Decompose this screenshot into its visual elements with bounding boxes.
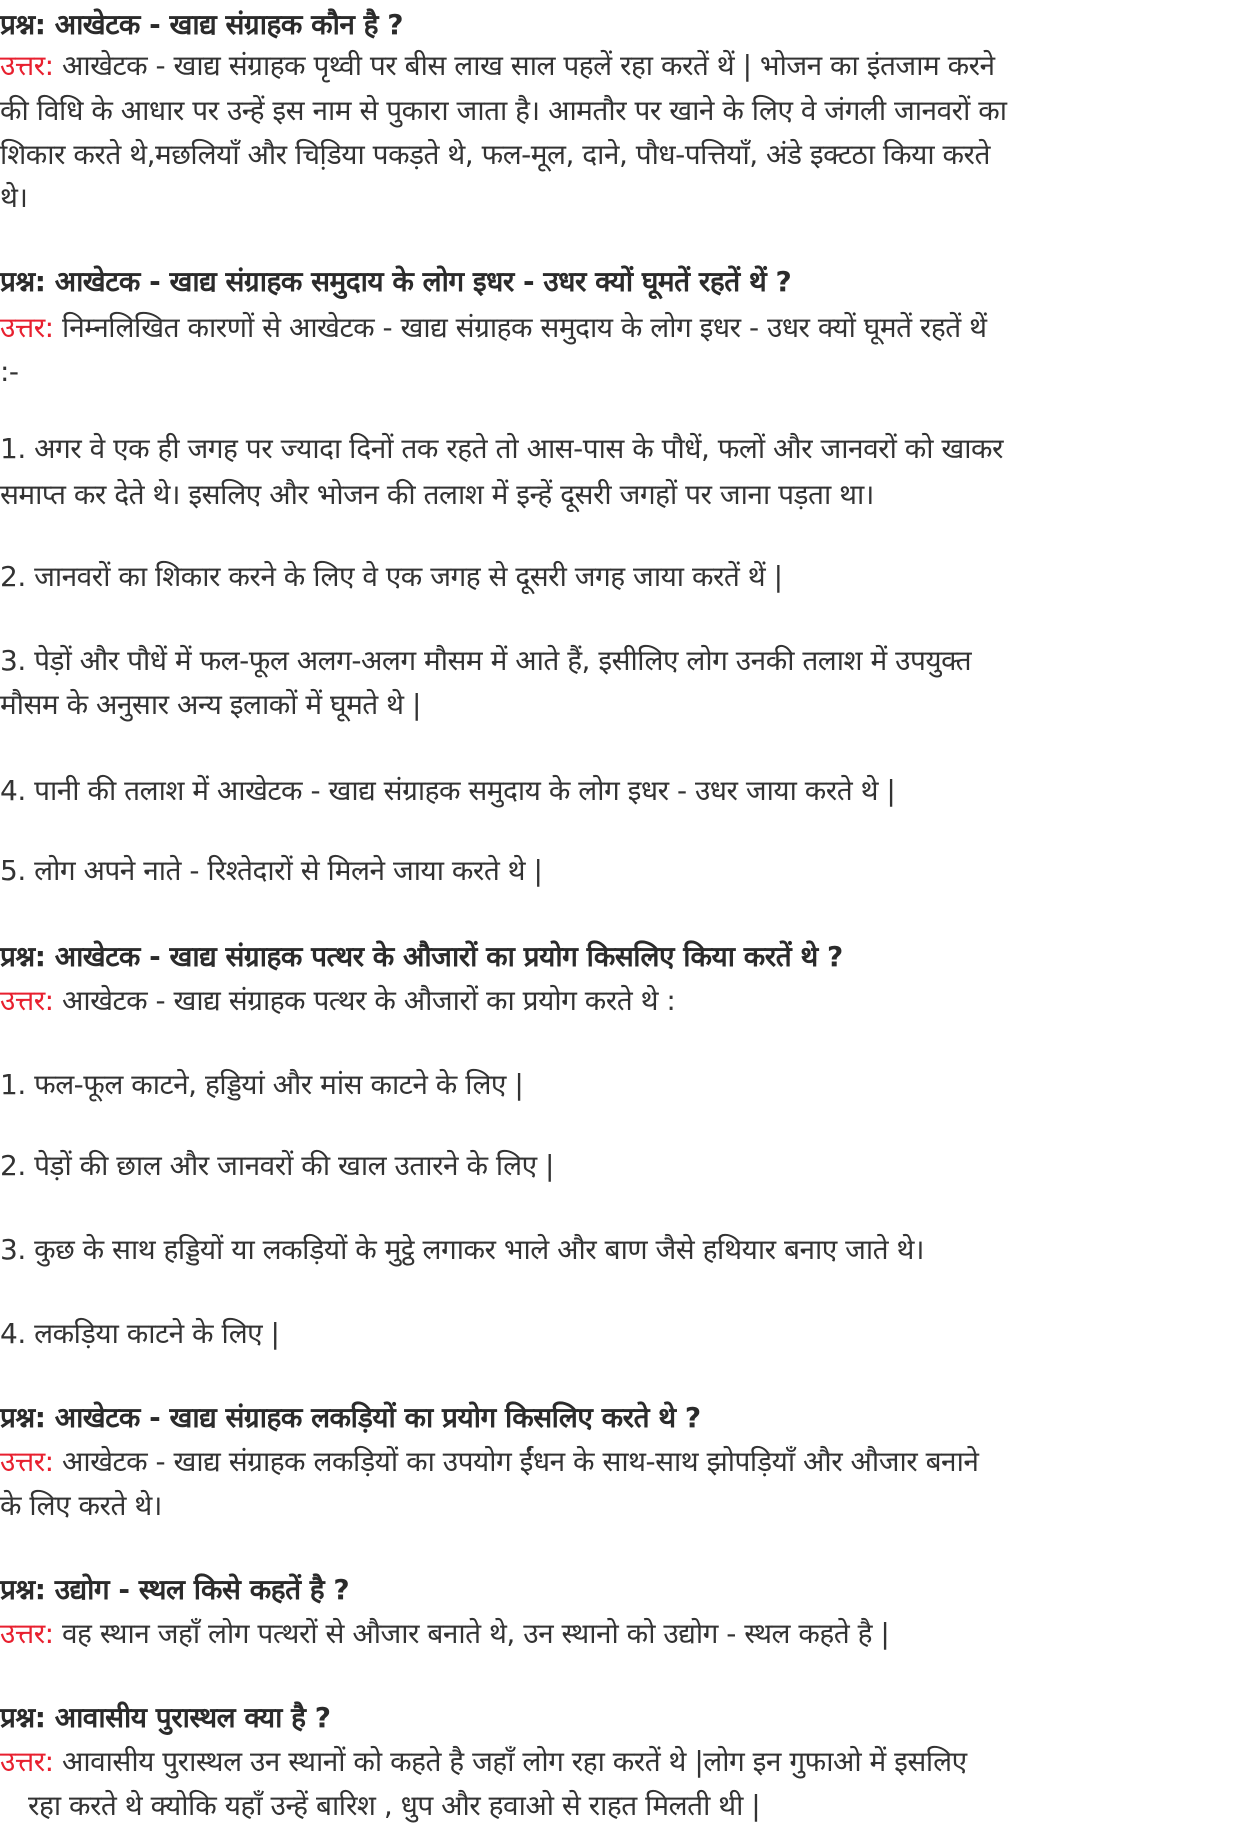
answer-3-point-1: 1. फल-फूल काटने, हड्डियां और मांस काटने के लिए | — [0, 1068, 524, 1101]
question-1 — [0, 3, 1251, 47]
question-5 — [0, 1568, 1251, 1612]
answer-label: उत्तर: — [0, 1745, 54, 1778]
answer-label: उत्तर: — [0, 49, 54, 82]
answer-2-point-5: 5. लोग अपने नाते - रिश्तेदारों से मिलने जाया करते थे | — [0, 854, 543, 887]
answer-2-point-4: 4. पानी की तलाश में आखेटक - खाद्य संग्राहक समुदाय के लोग इधर - उधर जाया करते थे | — [0, 774, 896, 807]
question-text: आखेटक - खाद्य संग्राहक पत्थर के औजारों का प्रयोग किसलिए किया करतें थे ? — [54, 940, 843, 973]
answer-1-line-3: शिकार करते थे,मछलियाँ और चिडि़या पकड़ते थे, फल-मूल, दाने, पौध-पत्तियाँ, अंडे इक्टठा किया करते — [0, 138, 990, 171]
answer-1-line-4: थे। — [0, 181, 28, 214]
question-4 — [0, 1396, 1251, 1440]
answer-2-point-3-line-2: मौसम के अनुसार अन्य इलाकों में घूमते थे | — [0, 688, 421, 721]
question-text: उद्योग - स्थल किसे कहतें है ? — [54, 1573, 350, 1606]
question-label: प्रश्न: — [0, 1401, 46, 1434]
question-2 — [0, 260, 1251, 304]
answer-2-point-2: 2. जानवरों का शिकार करने के लिए वे एक जगह से दूसरी जगह जाया करतें थें | — [0, 560, 783, 593]
answer-text: निम्नलिखित कारणों से आखेटक - खाद्य संग्राहक समुदाय के लोग इधर - उधर क्यों घूमतें रहतें थें — [61, 311, 987, 344]
question-label: प्रश्न: — [0, 940, 46, 973]
answer-1-line-1 — [0, 44, 1251, 88]
answer-2-line-2: :- — [0, 355, 19, 388]
answer-2-point-1-line-2: समाप्त कर देते थे। इसलिए और भोजन की तलाश में इन्हें दूसरी जगहों पर जाना पड़ता था। — [0, 478, 874, 511]
answer-2-point-1-line-1: 1. अगर वे एक ही जगह पर ज्यादा दिनों तक रहते तो आस-पास के पौधें, फलों और जानवरों को खाकर — [0, 432, 1004, 465]
answer-1-line-2: की विधि के आधार पर उन्हें इस नाम से पुकारा जाता है। आमतौर पर खाने के लिए वे जंगली जानवरों का — [0, 94, 1007, 127]
question-3 — [0, 935, 1251, 979]
answer-3-point-3: 3. कुछ के साथ हड्डियों या लकड़ियों के मुट्ठे लगाकर भाले और बाण जैसे हथियार बनाए जाते थे। — [0, 1233, 925, 1266]
answer-label: उत्तर: — [0, 1617, 54, 1650]
answer-3-point-4: 4. लकड़िया काटने के लिए | — [0, 1317, 280, 1350]
question-label: प्रश्न: — [0, 1701, 46, 1734]
question-6 — [0, 1696, 1251, 1740]
question-label: प्रश्न: — [0, 1573, 46, 1606]
answer-3-point-2: 2. पेड़ों की छाल और जानवरों की खाल उतारने के लिए | — [0, 1149, 554, 1182]
answer-4-line-2: के लिए करते थे। — [0, 1489, 162, 1522]
answer-3-line-1 — [0, 979, 1251, 1023]
question-text: आखेटक - खाद्य संग्राहक समुदाय के लोग इधर - उधर क्यों घूमतें रहतें थें ? — [54, 265, 792, 298]
question-text: आखेटक - खाद्य संग्राहक कौन है ? — [54, 8, 403, 41]
answer-2-line-1 — [0, 306, 1251, 350]
question-label: प्रश्न: — [0, 265, 46, 298]
answer-label: उत्तर: — [0, 984, 54, 1017]
question-text: आखेटक - खाद्य संग्राहक लकड़ियों का प्रयोग किसलिए करते थे ? — [54, 1401, 701, 1434]
answer-4-line-1 — [0, 1440, 1251, 1484]
question-label: प्रश्न: — [0, 8, 46, 41]
answer-label: उत्तर: — [0, 311, 54, 344]
answer-text: आखेटक - खाद्य संग्राहक पृथ्वी पर बीस लाख साल पहलें रहा करतें थें | भोजन का इंतजाम करने — [61, 49, 995, 82]
answer-6-line-1 — [0, 1740, 1251, 1784]
answer-text: वह स्थान जहाँ लोग पत्थरों से औजार बनाते थे, उन स्थानो को उद्योग - स्थल कहते है | — [61, 1617, 890, 1650]
question-text: आवासीय पुरास्थल क्या है ? — [54, 1701, 331, 1734]
answer-label: उत्तर: — [0, 1445, 54, 1478]
answer-2-point-3-line-1: 3. पेड़ों और पौधें में फल-फूल अलग-अलग मौसम में आते हैं, इसीलिए लोग उनकी तलाश में उपयुक्त — [0, 644, 972, 677]
answer-text: आखेटक - खाद्य संग्राहक लकड़ियों का उपयोग ईंधन के साथ-साथ झोपड़ियाँ और औजार बनाने — [61, 1445, 979, 1478]
answer-6-line-2: रहा करते थे क्योकि यहाँ उन्हें बारिश , धुप और हवाओ से राहत मिलती थी | — [28, 1789, 761, 1822]
answer-text: आखेटक - खाद्य संग्राहक पत्थर के औजारों का प्रयोग करते थे : — [61, 984, 676, 1017]
answer-text: आवासीय पुरास्थल उन स्थानों को कहते है जहाँ लोग रहा करतें थे |लोग इन गुफाओ में इसलिए — [61, 1745, 967, 1778]
answer-5-line-1 — [0, 1612, 1251, 1656]
